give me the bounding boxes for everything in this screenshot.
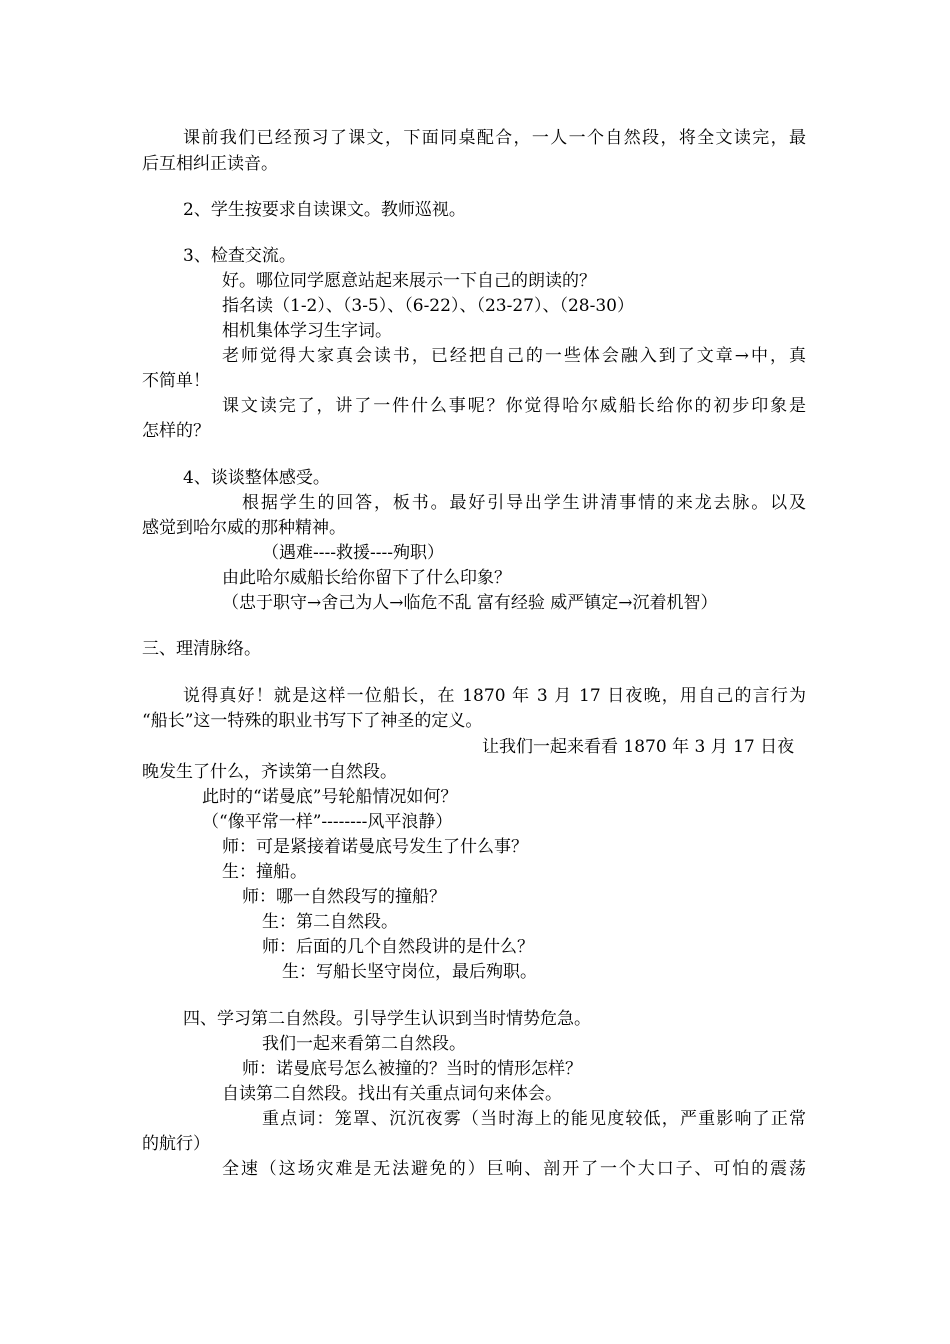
paragraph-line: 怎样的？ — [142, 421, 210, 441]
paragraph-line: 不简单！ — [142, 371, 210, 391]
section-heading: 四、学习第二自然段。引导学生认识到当时情势危急。 — [183, 1009, 591, 1029]
paragraph-line: 感觉到哈尔威的那种精神。 — [142, 518, 346, 538]
paragraph-line: 重点词：笼罩、沉沉夜雾（当时海上的能见度较低，严重影响了正常 — [262, 1109, 806, 1129]
dialogue-line: 师：哪一自然段写的撞船？ — [242, 887, 446, 907]
paragraph-line: 此时的“诺曼底”号轮船情况如何？ — [202, 787, 458, 807]
paragraph-line: 全速（这场灾难是无法避免的）巨响、剖开了一个大口子、可怕的震荡 — [222, 1159, 806, 1179]
paragraph-line: 老师觉得大家真会读书，已经把自己的一些体会融入到了文章→中，真 — [222, 346, 806, 366]
paragraph-line: 说得真好！就是这样一位船长，在 1870 年 3 月 17 日夜晚，用自己的言行为 — [183, 686, 806, 706]
dialogue-line: 生：写船长坚守岗位，最后殉职。 — [282, 962, 537, 982]
paragraph-line: 由此哈尔威船长给你留下了什么印象？ — [222, 568, 511, 588]
paragraph-line: 晚发生了什么，齐读第一自然段。 — [142, 762, 397, 782]
dialogue-line: 师：后面的几个自然段讲的是什么？ — [262, 937, 534, 957]
paragraph-line: 让我们一起来看看 1870 年 3 月 17 日夜 — [482, 737, 795, 757]
dialogue-line: 师：诺曼底号怎么被撞的？当时的情形怎样？ — [242, 1059, 582, 1079]
section-heading: 三、理清脉络。 — [142, 639, 261, 659]
paragraph-line: （遇难----救援----殉职） — [262, 543, 444, 563]
section-heading: 4、谈谈整体感受。 — [183, 468, 330, 488]
paragraph-line: 根据学生的回答，板书。最好引导出学生讲清事情的来龙去脉。以及 — [242, 493, 806, 513]
paragraph-line: 课前我们已经预习了课文，下面同桌配合，一人一个自然段，将全文读完，最 — [183, 128, 806, 148]
paragraph-line: “船长”这一特殊的职业书写下了神圣的定义。 — [142, 711, 483, 731]
paragraph-line: 2、学生按要求自读课文。教师巡视。 — [183, 200, 466, 220]
dialogue-line: 生：第二自然段。 — [262, 912, 398, 932]
paragraph-line: 的航行） — [142, 1134, 210, 1154]
paragraph-line: 好。哪位同学愿意站起来展示一下自己的朗读的？ — [222, 271, 596, 291]
paragraph-line: （“像平常一样”--------风平浪静） — [202, 812, 453, 832]
paragraph-line: 自读第二自然段。找出有关重点词句来体会。 — [222, 1084, 562, 1104]
paragraph-line: （忠于职守→舍己为人→临危不乱 富有经验 威严镇定→沉着机智） — [222, 593, 718, 613]
paragraph-line: 指名读（1-2）、（3-5）、（6-22）、（23-27）、（28-30） — [222, 296, 634, 316]
dialogue-line: 生：撞船。 — [222, 862, 307, 882]
section-heading: 3、检查交流。 — [183, 246, 296, 266]
paragraph-line: 后互相纠正读音。 — [142, 154, 278, 174]
paragraph-line: 相机集体学习生字词。 — [222, 321, 392, 341]
paragraph-line: 我们一起来看第二自然段。 — [262, 1034, 466, 1054]
paragraph-line: 课文读完了，讲了一件什么事呢？你觉得哈尔威船长给你的初步印象是 — [222, 396, 806, 416]
dialogue-line: 师：可是紧接着诺曼底号发生了什么事？ — [222, 837, 528, 857]
